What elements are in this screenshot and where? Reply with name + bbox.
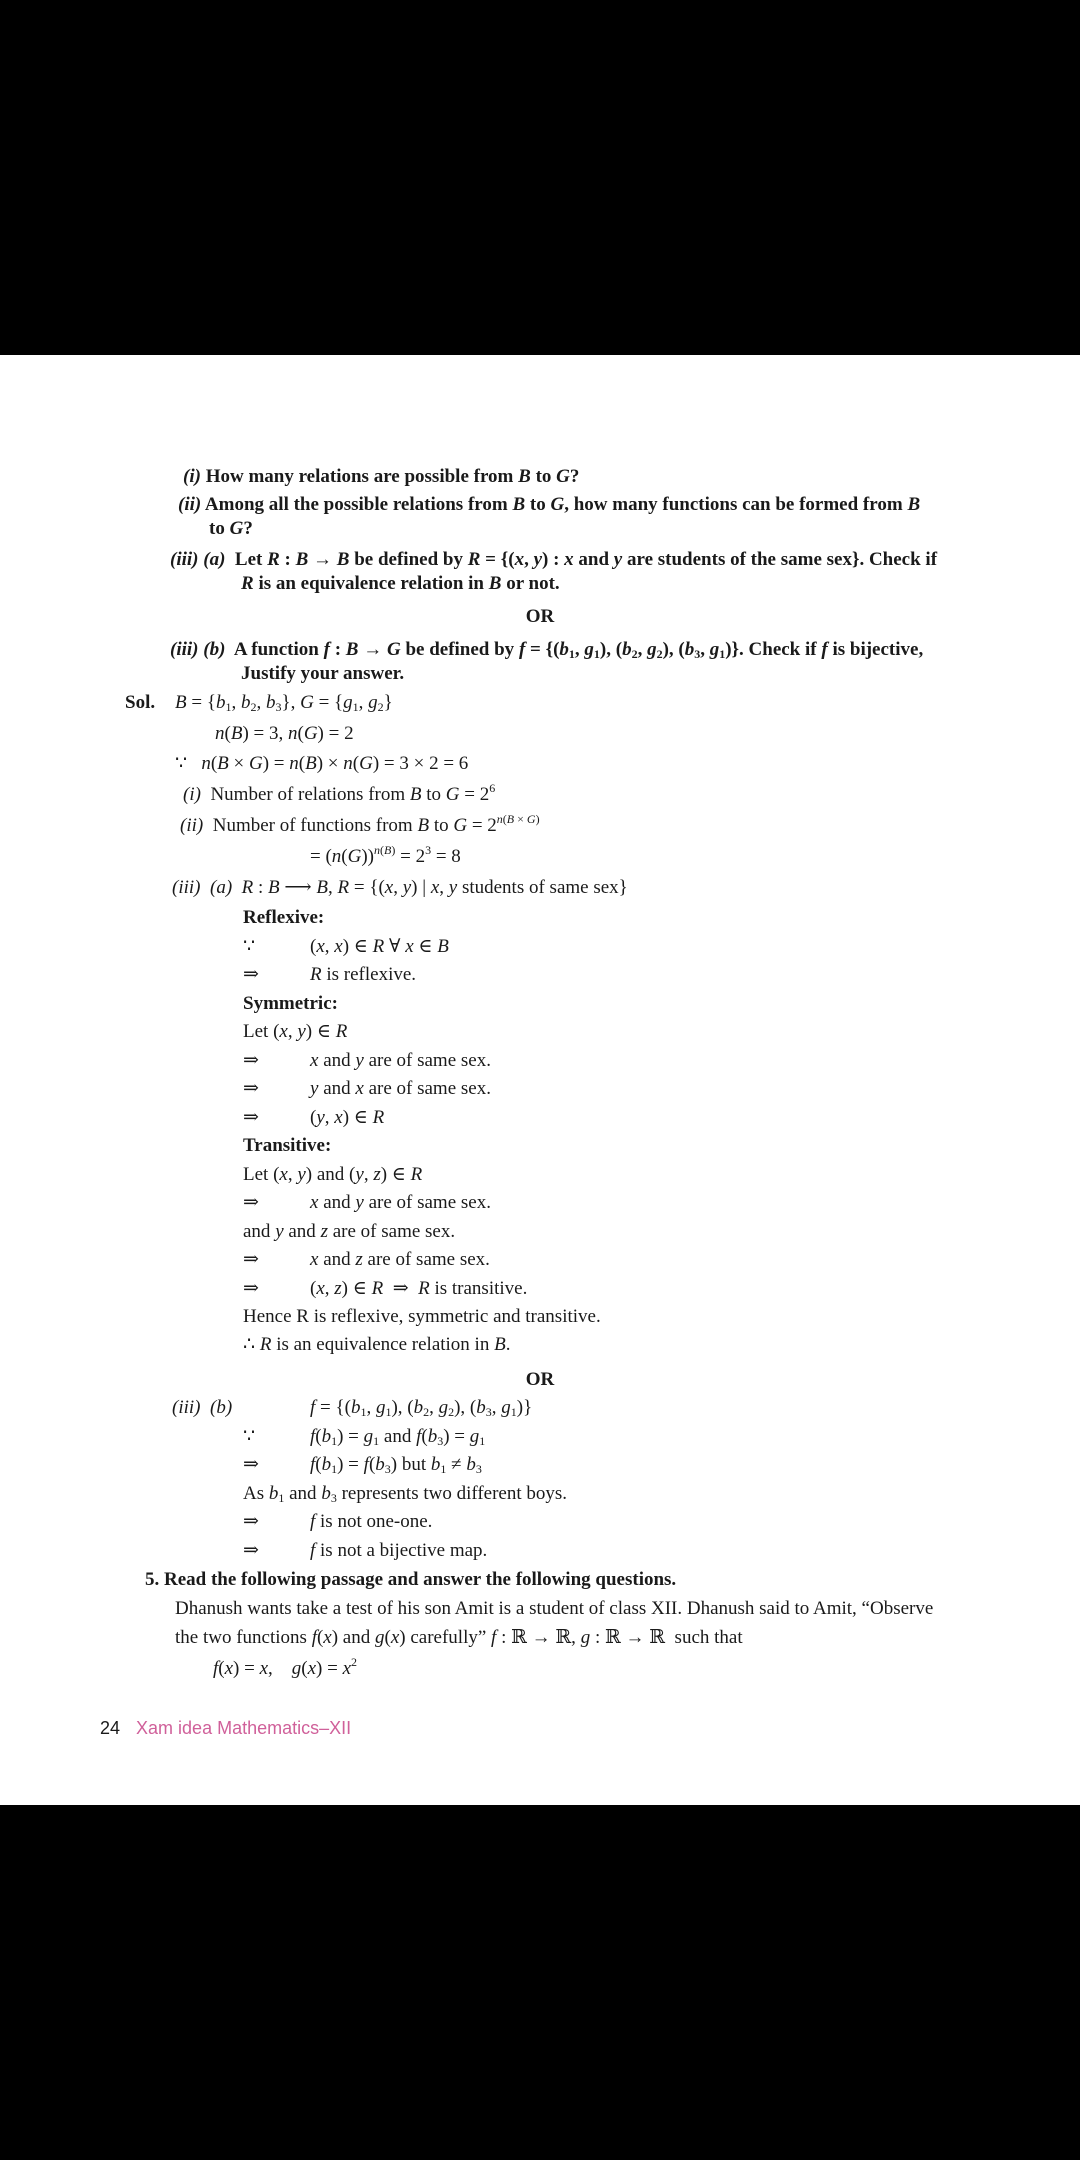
implies-symbol: ⇒ xyxy=(243,1540,259,1561)
solution-line: x and z are of same sex. xyxy=(310,1249,490,1270)
solution-line: R is reflexive. xyxy=(310,964,417,985)
passage-line: f(x) = x, $g(x) = x^2$ xyxy=(213,1655,358,1679)
solution-line: (i) Number of relations from B to $G = 2^6$ xyxy=(183,781,496,805)
solution-line: x and y are of same sex. xyxy=(310,1050,491,1071)
passage-line: the two functions f(x) and g(x) carefully” f : ℝ → ℝ, g : ℝ → ℝ such that xyxy=(175,1627,743,1648)
solution-line: (x, x) ∈ R ∀ x ∈ B xyxy=(310,936,449,957)
implies-symbol: ⇒ xyxy=(243,1278,259,1299)
solution-line: f is not a bijective map. xyxy=(310,1540,488,1561)
solution-line: Let (x, y) and (y, z) ∈ R xyxy=(243,1164,423,1185)
implies-symbol: ⇒ xyxy=(243,964,259,985)
implies-symbol: ⇒ xyxy=(243,1050,259,1071)
solution-line: and y and z are of same sex. xyxy=(243,1221,456,1242)
transitive-heading: Transitive: xyxy=(243,1135,332,1156)
implies-symbol: ⇒ xyxy=(243,1249,259,1270)
reflexive-heading: Reflexive: xyxy=(243,907,325,928)
solution-line: f is not one-one. xyxy=(310,1511,433,1532)
implies-symbol: ⇒ xyxy=(243,1078,259,1099)
solution-line: $f = \{(b_1$, $g_1$), ($b_2$, $g_2$), ($b_3$, $g_1$)} xyxy=(310,1397,533,1419)
solution-line: (x, z) ∈ R ⇒ R is transitive. xyxy=(310,1278,528,1299)
textbook-page xyxy=(0,355,1080,1805)
solution-line: $f(b_1) = g_1$ and $f(b_3) = g_1$ xyxy=(310,1426,486,1448)
solution-line: $B = \{b_1$, $b_2$, $b_3$}, $G = \{g_1$, $g_2$} xyxy=(175,692,393,714)
solution-label: Sol. xyxy=(125,692,156,713)
solution-line: ∴ R is an equivalence relation in B. xyxy=(243,1334,511,1355)
solution-line: (iii) (b) xyxy=(172,1397,233,1418)
solution-line: (iii) (a) R : B ⟶ B, R = {(x, y) | x, y students of same sex} xyxy=(172,877,628,898)
proof-symbol: ∵ xyxy=(243,1426,256,1447)
question-5: 5. Read the following passage and answer the following questions. xyxy=(145,1569,677,1590)
symmetric-heading: Symmetric: xyxy=(243,993,338,1014)
solution-line: n(B) = 3, n(G) = 2 xyxy=(215,723,354,744)
or-divider: OR xyxy=(525,1369,555,1390)
proof-symbol: ∵ xyxy=(243,936,256,957)
solution-line: ∵ n(B × G) = n(B) × n(G) = 3 × 2 = 6 xyxy=(175,753,469,774)
question-iii-b: (iii) (b) A function f : B → G be defined by $f = \{(b_1$, $g_1$), ($b_2$, $g_2$), ($b_3$, $g_1$)}. Check if f is bijective, xyxy=(170,639,924,661)
question-ii: (ii) Among all the possible relations from B to G, how many functions can be formed from B xyxy=(178,494,921,515)
page-number: 24 xyxy=(100,1718,121,1738)
implies-symbol: ⇒ xyxy=(243,1454,259,1475)
solution-line: = $(n(G))^{n(B)} = 2^3 = 8$ xyxy=(310,843,461,867)
or-divider: OR xyxy=(525,606,555,627)
solution-line: $f(b_1) = f(b_3)$ but $b_1 \ne b_3$ xyxy=(310,1454,482,1476)
solution-line: y and x are of same sex. xyxy=(310,1078,491,1099)
solution-line: (y, x) ∈ R xyxy=(310,1107,385,1128)
implies-symbol: ⇒ xyxy=(243,1192,259,1213)
solution-line: (ii) Number of functions from B to $G = 2^{n(B \times G)}$ xyxy=(180,812,540,836)
question-iii-a-cont: R is an equivalence relation in B or not. xyxy=(241,573,560,594)
solution-line: x and y are of same sex. xyxy=(310,1192,491,1213)
solution-line: Hence R is reflexive, symmetric and transitive. xyxy=(243,1306,601,1327)
question-iii-a: (iii) (a) Let R : B → B be defined by R = {(x, y) : x and y are students of the same sex}. Check if xyxy=(170,549,938,570)
question-iii-b-cont: Justify your answer. xyxy=(241,663,405,684)
passage-line: Dhanush wants take a test of his son Amit is a student of class XII. Dhanush said to Amit, “Observe xyxy=(175,1598,934,1619)
solution-line: As $b_1$ and $b_3$ represents two different boys. xyxy=(243,1483,568,1505)
question-ii-cont: to G? xyxy=(209,518,253,539)
question-i: (i) How many relations are possible from B to G? xyxy=(183,466,580,487)
book-title: Xam idea Mathematics–XII xyxy=(136,1718,352,1738)
solution-line: Let (x, y) ∈ R xyxy=(243,1021,348,1042)
page-footer xyxy=(100,1718,351,1739)
implies-symbol: ⇒ xyxy=(243,1107,259,1128)
implies-symbol: ⇒ xyxy=(243,1511,259,1532)
